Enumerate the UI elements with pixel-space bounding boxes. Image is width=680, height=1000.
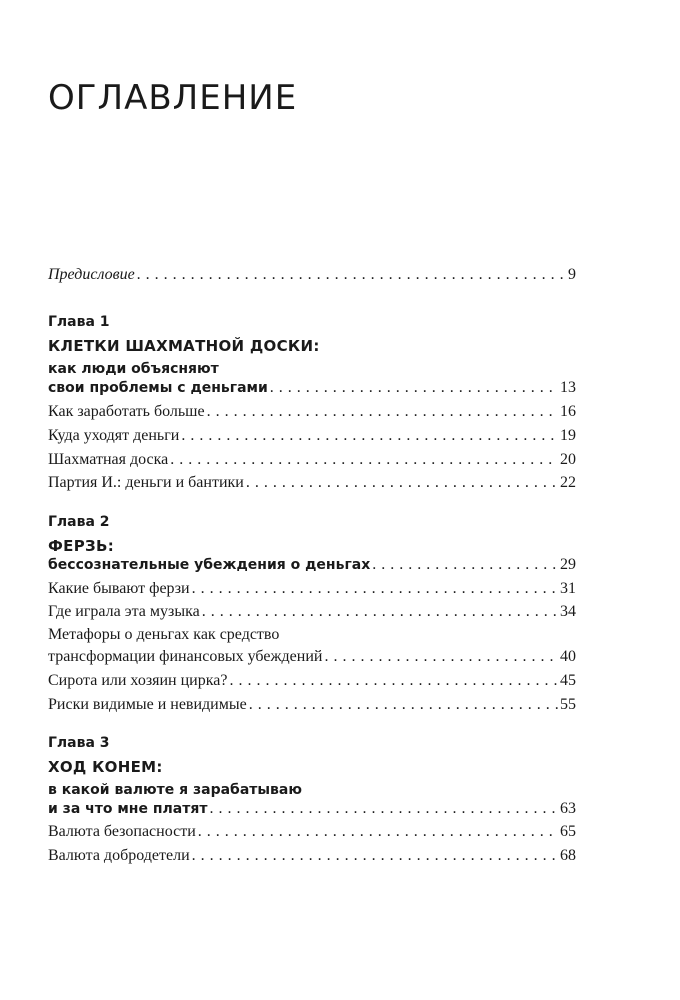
dot-leader — [181, 427, 558, 445]
dot-leader — [202, 603, 558, 621]
dot-leader — [137, 266, 566, 284]
toc-entry-page: 63 — [560, 800, 576, 817]
chapter-3-subtitle-line2: и за что мне платят — [48, 801, 208, 817]
chapter-1-number: Глава 1 — [48, 314, 110, 330]
toc-entry[interactable] — [48, 403, 576, 425]
dot-leader — [324, 648, 558, 666]
dot-leader — [192, 580, 558, 598]
toc-entry-chapter-3[interactable] — [48, 800, 576, 822]
toc-entry[interactable] — [48, 847, 576, 869]
dot-leader — [229, 672, 558, 690]
toc-entry-label: Куда уходят деньги — [48, 427, 180, 444]
toc-entry-label: Предисловие — [48, 266, 135, 283]
dot-leader — [192, 847, 558, 865]
toc-entry-chapter-2[interactable] — [48, 556, 576, 578]
toc-entry-page: 16 — [560, 403, 576, 420]
toc-entry-label: Валюта добродетели — [48, 847, 190, 864]
dot-leader — [207, 403, 558, 421]
toc-entry-page: 29 — [560, 556, 576, 573]
toc-entry-label: Валюта безопасности — [48, 823, 196, 840]
toc-entry[interactable] — [48, 580, 576, 602]
chapter-1-title: КЛЕТКИ ШАХМАТНОЙ ДОСКИ: — [48, 337, 320, 355]
chapter-2-subtitle: бессознательные убеждения о деньгах — [48, 557, 371, 573]
toc-entry-label: Какие бывают ферзи — [48, 580, 190, 597]
dot-leader — [170, 451, 558, 469]
toc-entry-label: Где играла эта музыка — [48, 603, 200, 620]
toc-entry-page: 65 — [560, 823, 576, 840]
chapter-3-title: ХОД КОНЕМ: — [48, 758, 163, 776]
toc-entry-preface[interactable] — [48, 266, 576, 288]
toc-entry-page: 40 — [560, 648, 576, 665]
toc-entry[interactable] — [48, 672, 576, 694]
chapter-1-subtitle-line2: свои проблемы с деньгами — [48, 380, 268, 396]
toc-entry-page: 19 — [560, 427, 576, 444]
toc-entry-label: Шахматная доска — [48, 451, 169, 468]
toc-entry-page: 31 — [560, 580, 576, 597]
toc-entry-label: Партия И.: деньги и бантики — [48, 474, 244, 491]
dot-leader — [270, 379, 558, 397]
dot-leader — [246, 474, 558, 492]
toc-entry-page: 34 — [560, 603, 576, 620]
toc-entry-label: Как заработать больше — [48, 403, 205, 420]
toc-entry[interactable] — [48, 648, 576, 670]
toc-entry[interactable] — [48, 823, 576, 845]
toc-entry-page: 13 — [560, 379, 576, 396]
chapter-3-number: Глава 3 — [48, 735, 110, 751]
toc-entry-page: 20 — [560, 451, 576, 468]
toc-entry-page: 22 — [560, 474, 576, 491]
chapter-2-title: ФЕРЗЬ: — [48, 537, 115, 555]
toc-entry[interactable] — [48, 474, 576, 496]
toc-entry[interactable] — [48, 451, 576, 473]
toc-entry[interactable] — [48, 427, 576, 449]
toc-entry-label-line1: Метафоры о деньгах как средство — [48, 626, 280, 643]
toc-entry-label: Риски видимые и невидимые — [48, 696, 247, 713]
toc-entry-label: Сирота или хозяин цирка? — [48, 672, 228, 689]
page-title: ОГЛАВЛЕНИЕ — [48, 78, 298, 118]
dot-leader — [372, 556, 558, 574]
toc-entry[interactable] — [48, 603, 576, 625]
chapter-3-subtitle-line1: в какой валюте я зарабатываю — [48, 782, 302, 798]
dot-leader — [198, 823, 558, 841]
chapter-1-subtitle-line1: как люди объясняют — [48, 361, 219, 377]
chapter-2-number: Глава 2 — [48, 514, 110, 530]
dot-leader — [249, 696, 558, 714]
toc-entry-label: трансформации финансовых убеждений — [48, 648, 323, 665]
toc-entry-page: 55 — [560, 696, 576, 713]
dot-leader — [209, 800, 558, 818]
toc-entry-page: 9 — [568, 266, 576, 283]
toc-entry[interactable] — [48, 696, 576, 718]
toc-entry-chapter-1[interactable] — [48, 379, 576, 401]
toc-entry-page: 45 — [560, 672, 576, 689]
toc-entry-page: 68 — [560, 847, 576, 864]
